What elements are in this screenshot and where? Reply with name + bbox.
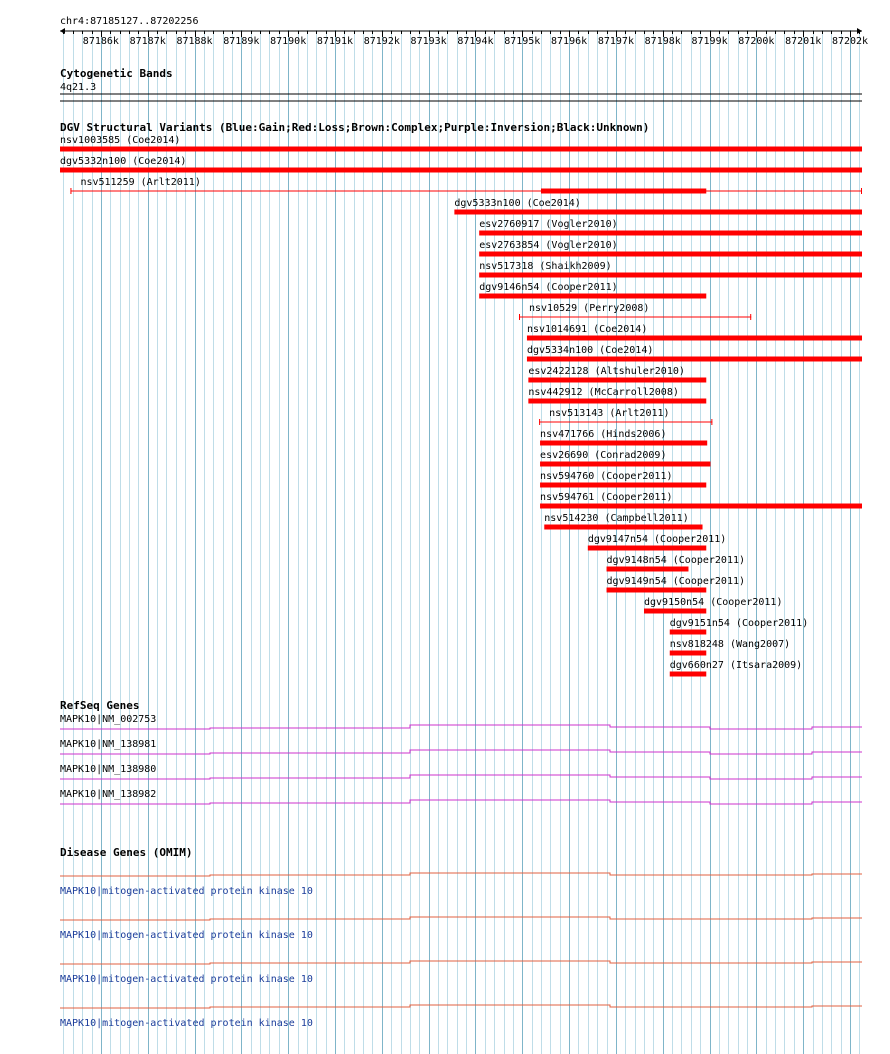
variant-label: esv26690 (Conrad2009) xyxy=(540,450,667,461)
omim-gene[interactable] xyxy=(60,917,862,941)
gene-model xyxy=(60,800,862,804)
variant-bar xyxy=(454,210,862,215)
variant-label: esv2422128 (Altshuler2010) xyxy=(528,366,685,377)
variant-bar xyxy=(528,399,706,404)
dgv-variant[interactable] xyxy=(479,240,862,257)
ruler-tick-label: 87197k xyxy=(597,36,634,47)
omim-track xyxy=(60,846,862,1029)
ruler-left-arrow-icon xyxy=(60,28,65,34)
dgv-variant[interactable] xyxy=(479,219,862,236)
variant-bar xyxy=(540,441,707,446)
ruler-tick-label: 87198k xyxy=(644,36,681,47)
ruler-tick-label: 87195k xyxy=(504,36,541,47)
ruler-tick-label: 87202k xyxy=(831,36,869,47)
variant-bar xyxy=(607,588,707,593)
ruler-track xyxy=(60,16,868,47)
variant-bar xyxy=(479,294,706,299)
gene-model xyxy=(60,750,862,754)
location-label: chr4:87185127..87202256 xyxy=(60,16,199,27)
variant-bar xyxy=(540,504,862,509)
variant-label: nsv511259 (Arlt2011) xyxy=(80,177,201,188)
ruler-tick-label: 87191k xyxy=(316,36,354,47)
variant-label: nsv517318 (Shaikh2009) xyxy=(479,261,612,272)
variant-bar xyxy=(541,189,706,194)
variant-label: dgv5332n100 (Coe2014) xyxy=(60,156,187,167)
cytoband-label: 4q21.3 xyxy=(60,82,97,93)
ruler-tick-label: 87199k xyxy=(691,36,728,47)
dgv-variant[interactable] xyxy=(588,534,726,551)
ruler-ticks xyxy=(64,31,869,47)
gene-label: MAPK10|NM_138980 xyxy=(60,764,157,775)
ruler-tick-label: 87193k xyxy=(410,36,447,47)
ruler-tick-label: 87192k xyxy=(363,36,400,47)
refseq-gene[interactable] xyxy=(60,764,862,779)
dgv-variant[interactable] xyxy=(528,366,706,383)
dgv-variant[interactable] xyxy=(454,198,862,215)
variant-bar xyxy=(527,357,862,362)
dgv-variant[interactable] xyxy=(527,345,862,362)
variant-label: nsv818248 (Wang2007) xyxy=(669,639,791,650)
variant-label: dgv5333n100 (Coe2014) xyxy=(454,198,581,209)
variant-label: dgv9150n54 (Cooper2011) xyxy=(644,597,783,608)
dgv-variant[interactable] xyxy=(479,261,862,278)
dgv-variant[interactable] xyxy=(670,660,802,677)
gene-model xyxy=(60,1005,862,1008)
gene-label: MAPK10|mitogen-activated protein kinase 10 xyxy=(60,974,313,985)
ruler-tick-label: 87201k xyxy=(785,36,822,47)
variant-bar xyxy=(479,231,862,236)
variant-bar xyxy=(544,525,702,530)
ruler-tick-label: 87188k xyxy=(176,36,213,47)
omim-gene[interactable] xyxy=(60,873,862,897)
dgv-variant[interactable] xyxy=(644,597,782,614)
ruler-tick-label: 87200k xyxy=(738,36,775,47)
variant-label: nsv1014691 (Coe2014) xyxy=(526,324,648,335)
variant-bar xyxy=(670,630,707,635)
dgv-variant[interactable] xyxy=(528,387,706,404)
dgv-variant[interactable] xyxy=(540,450,710,467)
refseq-track xyxy=(60,699,862,804)
variant-bar xyxy=(644,609,706,614)
gene-model xyxy=(60,725,862,729)
omim-features xyxy=(60,873,862,1029)
dgv-variant[interactable] xyxy=(540,429,707,446)
dgv-variant[interactable] xyxy=(544,513,702,530)
refseq-gene[interactable] xyxy=(60,714,862,729)
variant-label: dgv5334n100 (Coe2014) xyxy=(526,345,654,356)
variant-label: nsv594760 (Cooper2011) xyxy=(540,471,673,482)
variant-bar xyxy=(670,651,707,656)
variant-label: nsv514230 (Campbell2011) xyxy=(544,513,689,524)
variant-bar xyxy=(528,378,706,383)
variant-label: dgv9146n54 (Cooper2011) xyxy=(479,282,618,293)
dgv-variant[interactable] xyxy=(519,303,751,320)
variant-bar xyxy=(60,168,862,173)
refseq-gene[interactable] xyxy=(60,789,862,804)
variant-bar xyxy=(479,273,862,278)
gene-label: MAPK10|NM_002753 xyxy=(60,714,157,725)
gene-model xyxy=(60,961,862,964)
dgv-title: DGV Structural Variants (Blue:Gain;Red:Loss;Brown:Complex;Purple:Inversion;Black:Unknown) xyxy=(60,121,650,134)
dgv-variant[interactable] xyxy=(607,555,745,572)
gene-model xyxy=(60,873,862,876)
gene-label: MAPK10|mitogen-activated protein kinase 10 xyxy=(60,930,313,941)
variant-bar xyxy=(540,483,706,488)
omim-gene[interactable] xyxy=(60,961,862,985)
variant-label: dgv9149n54 (Cooper2011) xyxy=(606,576,746,587)
cytoband-title: Cytogenetic Bands xyxy=(60,67,173,80)
ruler-tick-label: 87189k xyxy=(223,36,260,47)
variant-bar xyxy=(607,567,689,572)
ruler-tick-label: 87196k xyxy=(551,36,588,47)
refseq-gene[interactable] xyxy=(60,739,862,754)
variant-label: dgv9148n54 (Cooper2011) xyxy=(606,555,746,566)
dgv-features xyxy=(60,135,862,677)
omim-title: Disease Genes (OMIM) xyxy=(60,846,193,859)
variant-bar xyxy=(60,147,862,152)
dgv-variant[interactable] xyxy=(60,156,862,173)
variant-label: nsv471766 (Hinds2006) xyxy=(540,429,667,440)
ruler-tick-label: 87186k xyxy=(82,36,119,47)
refseq-title: RefSeq Genes xyxy=(60,699,140,712)
variant-bar xyxy=(540,462,710,467)
gene-model xyxy=(60,917,862,920)
gene-label: MAPK10|mitogen-activated protein kinase 10 xyxy=(60,1018,313,1029)
gene-label: MAPK10|NM_138982 xyxy=(60,789,157,800)
dgv-variant[interactable] xyxy=(539,408,712,425)
dgv-variant[interactable] xyxy=(527,324,862,341)
variant-label: dgv9151n54 (Cooper2011) xyxy=(669,618,809,629)
variant-bar xyxy=(670,672,707,677)
ruler-tick-label: 87187k xyxy=(129,36,166,47)
variant-label: dgv9147n54 (Cooper2011) xyxy=(587,534,727,545)
dgv-variant[interactable] xyxy=(670,639,790,656)
variant-label: nsv442912 (McCarroll2008) xyxy=(528,387,679,398)
variant-label: nsv594761 (Cooper2011) xyxy=(540,492,673,503)
dgv-variant[interactable] xyxy=(607,576,745,593)
variant-label: esv2763854 (Vogler2010) xyxy=(479,240,618,251)
refseq-features xyxy=(60,714,862,804)
variant-label: dgv660n27 (Itsara2009) xyxy=(669,660,803,671)
variant-bar xyxy=(588,546,706,551)
omim-gene[interactable] xyxy=(60,1005,862,1029)
ruler-tick-label: 87190k xyxy=(270,36,307,47)
dgv-track xyxy=(60,121,862,677)
dgv-variant[interactable] xyxy=(60,135,862,152)
variant-label: esv2760917 (Vogler2010) xyxy=(479,219,618,230)
variant-label: nsv10529 (Perry2008) xyxy=(528,303,650,314)
gene-label: MAPK10|NM_138981 xyxy=(60,739,157,750)
ruler-tick-label: 87194k xyxy=(457,36,494,47)
variant-bar xyxy=(479,252,862,257)
variant-bar xyxy=(527,336,862,341)
gene-model xyxy=(60,775,862,779)
variant-label: nsv513143 (Arlt2011) xyxy=(549,408,670,419)
gene-label: MAPK10|mitogen-activated protein kinase 10 xyxy=(60,886,313,897)
cytoband-track xyxy=(60,67,862,101)
variant-label: nsv1003585 (Coe2014) xyxy=(60,135,181,146)
